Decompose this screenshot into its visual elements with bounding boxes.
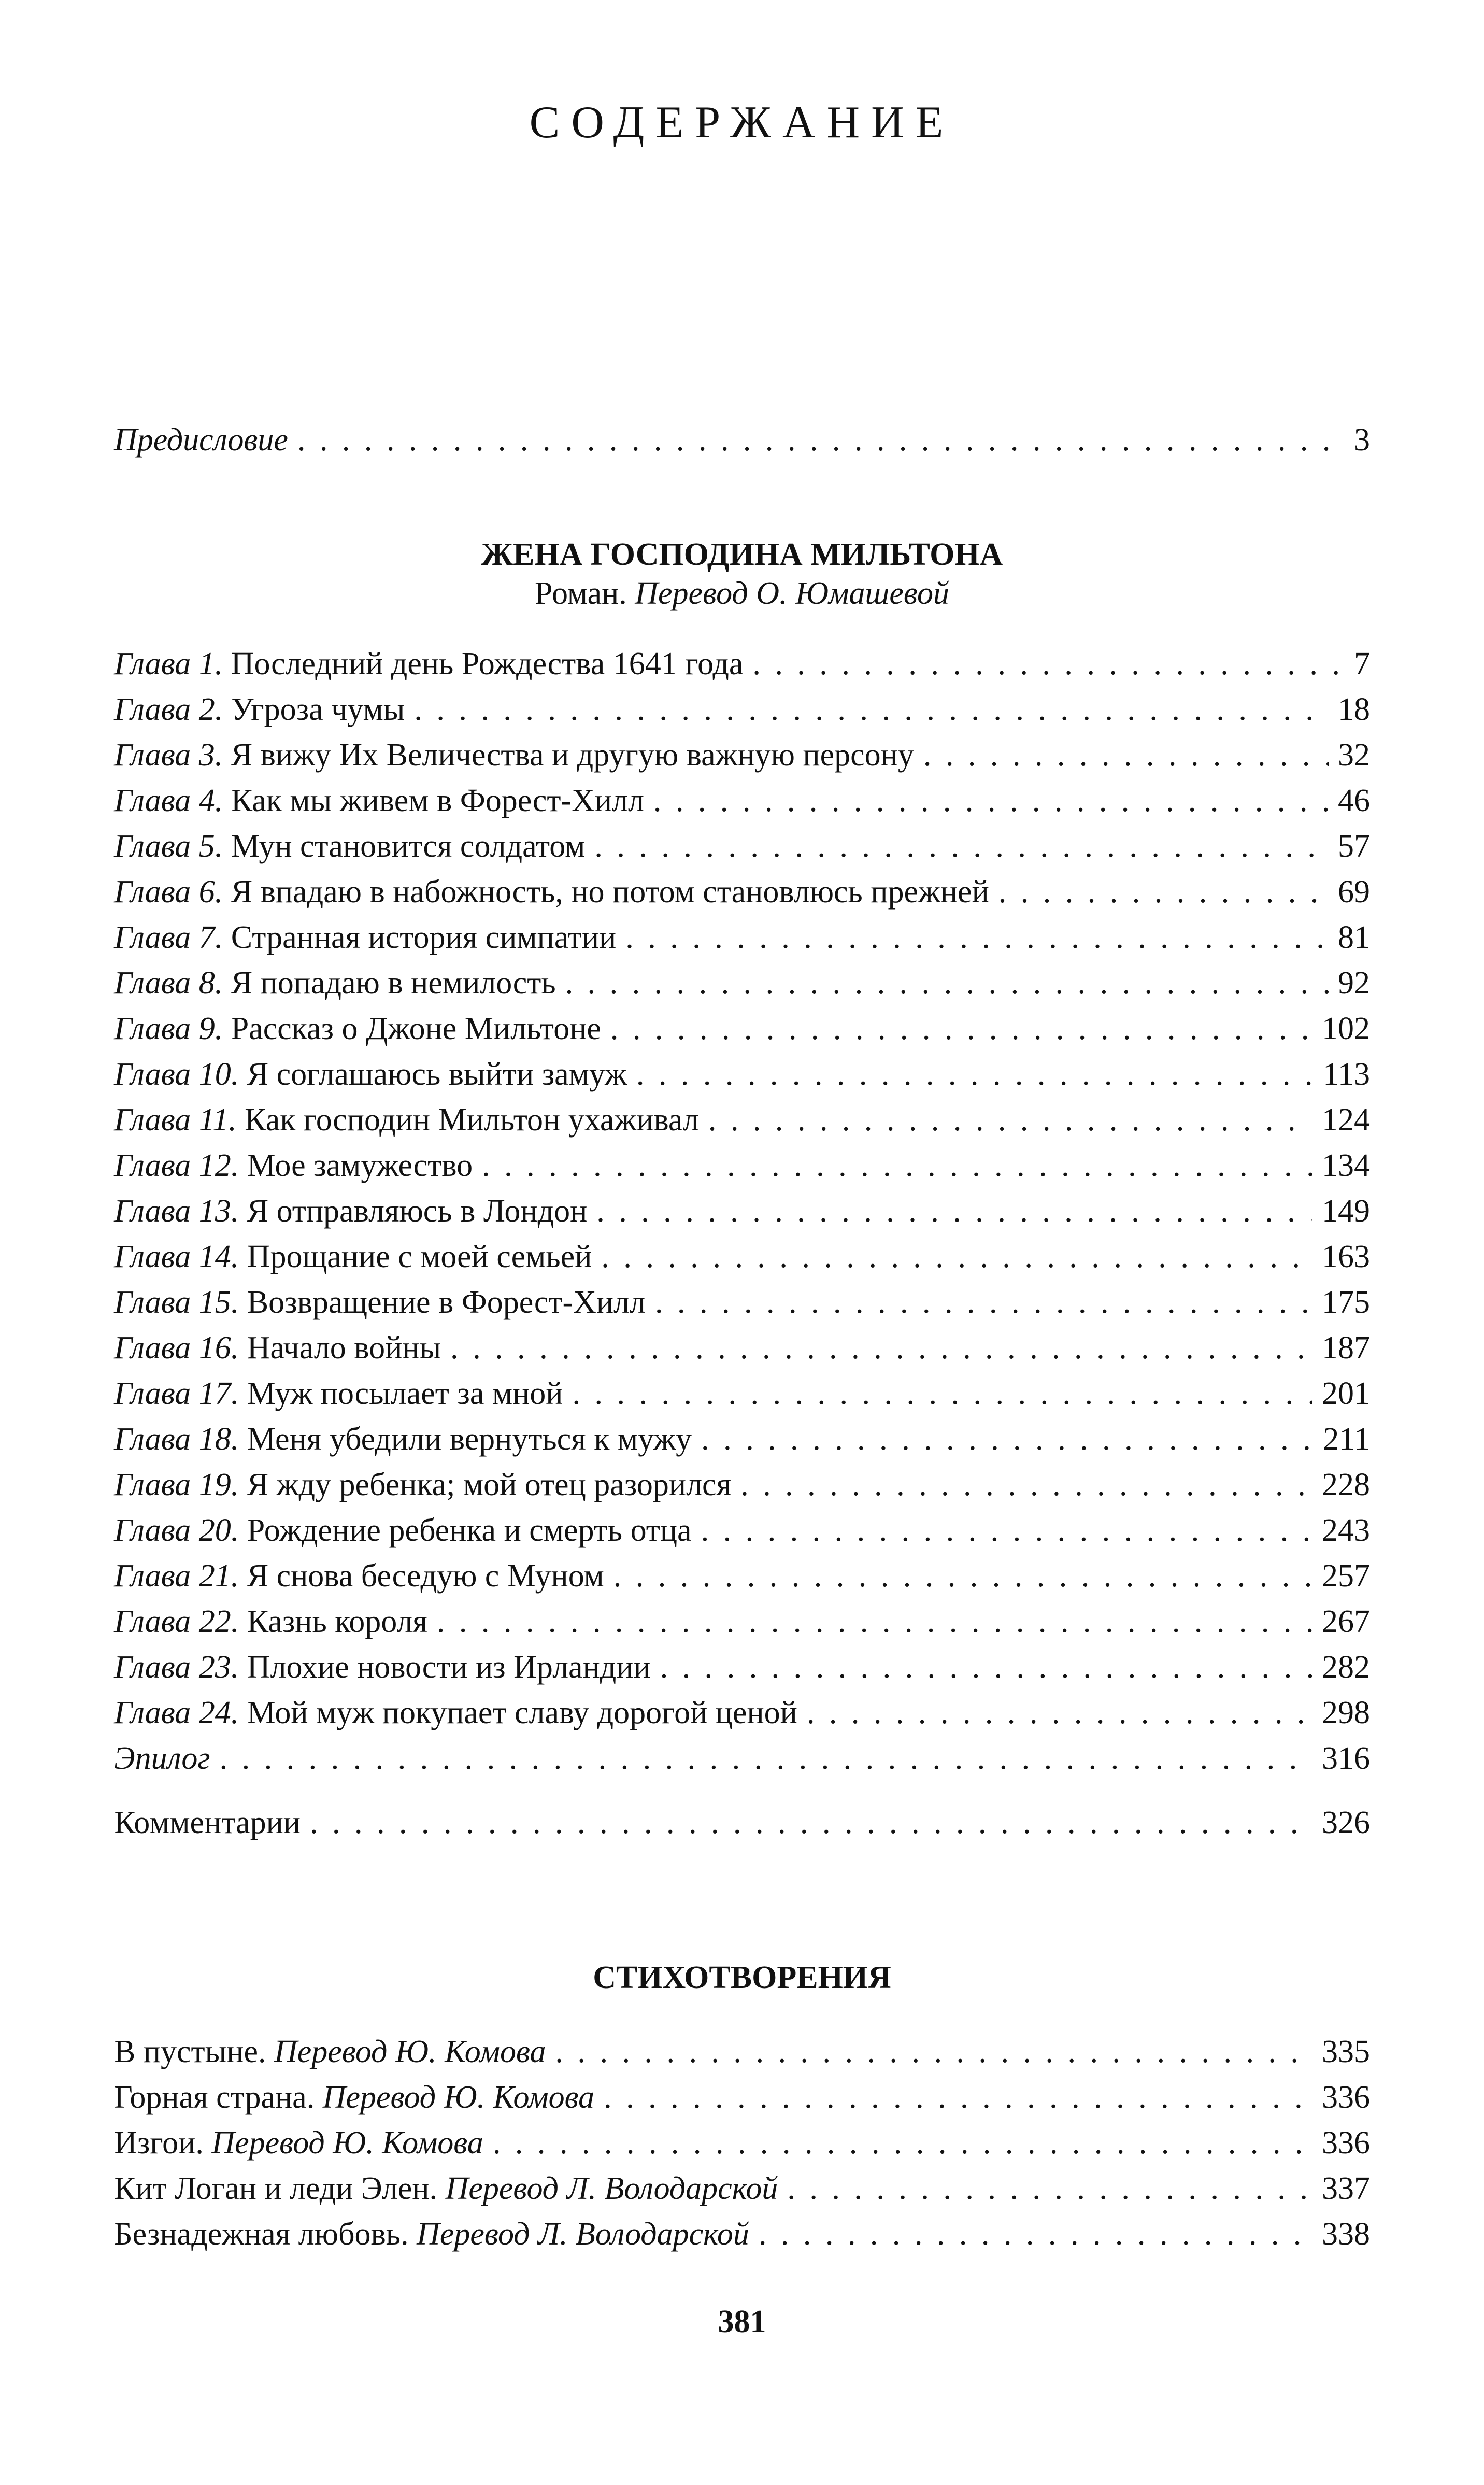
chapter-label <box>114 1006 601 1052</box>
chapter-number: Глава 4. <box>114 783 223 818</box>
epilogue-page: 316 <box>1322 1741 1370 1776</box>
chapter-number: Глава 12. <box>114 1148 239 1183</box>
poem-page: 335 <box>1322 2034 1370 2069</box>
dot-leader <box>450 1325 1312 1371</box>
chapter-page: 243 <box>1322 1513 1370 1548</box>
chapter-page: 282 <box>1322 1650 1370 1685</box>
chapter-entry <box>114 915 1370 960</box>
dot-leader <box>604 2075 1312 2120</box>
chapter-page: 228 <box>1322 1467 1370 1502</box>
chapter-number: Глава 17. <box>114 1376 239 1411</box>
chapter-page: 102 <box>1322 1011 1370 1046</box>
poem-translator: Перевод Ю. Комова <box>322 2080 595 2115</box>
chapter-label <box>114 1325 441 1371</box>
chapter-entry <box>114 1143 1370 1188</box>
chapter-page: 163 <box>1322 1239 1370 1274</box>
poem-title: Изгои. <box>114 2125 204 2161</box>
chapter-number: Глава 10. <box>114 1057 239 1092</box>
entry-page: 3 <box>1354 422 1370 458</box>
poem-label <box>114 2166 778 2211</box>
toc-chapters <box>114 641 1370 1781</box>
chapter-title: Рассказ о Джоне Мильтоне <box>231 1011 601 1046</box>
chapter-entry <box>114 1690 1370 1736</box>
chapter-title: Я жду ребенка; мой отец разорился <box>247 1467 732 1502</box>
poem-title: В пустыне. <box>114 2034 266 2069</box>
chapter-label <box>114 1644 651 1690</box>
poem-page: 336 <box>1322 2125 1370 2161</box>
dot-leader <box>752 641 1345 687</box>
chapter-title: Угроза чумы <box>231 692 405 727</box>
chapter-title: Я попадаю в немилость <box>231 965 556 1001</box>
toc-poems <box>114 2029 1370 2257</box>
chapter-page: 257 <box>1322 1558 1370 1594</box>
chapter-number: Глава 18. <box>114 1422 239 1457</box>
chapter-page: 7 <box>1354 646 1370 681</box>
poem-label <box>114 2029 546 2075</box>
chapter-title: Как мы живем в Форест-Хилл <box>231 783 644 818</box>
dot-leader <box>807 1690 1312 1736</box>
chapter-title: Казнь короля <box>247 1604 427 1639</box>
chapter-entry <box>114 1234 1370 1280</box>
chapter-number: Глава 21. <box>114 1558 239 1594</box>
chapter-number: Глава 15. <box>114 1285 239 1320</box>
chapter-label <box>114 1371 563 1416</box>
epilogue-entry <box>114 1736 1370 1781</box>
chapter-page: 298 <box>1322 1695 1370 1730</box>
chapter-label <box>114 1690 797 1736</box>
chapter-page: 175 <box>1322 1285 1370 1320</box>
chapter-label <box>114 1599 427 1644</box>
chapter-label <box>114 1508 692 1553</box>
poem-title: Кит Логан и леди Элен. <box>114 2171 438 2206</box>
dot-leader <box>594 823 1329 869</box>
poem-label <box>114 2211 749 2257</box>
dot-leader <box>701 1508 1312 1553</box>
chapter-label <box>114 960 556 1006</box>
dot-leader <box>555 2029 1312 2075</box>
chapter-page: 32 <box>1338 737 1370 773</box>
chapter-number: Глава 16. <box>114 1330 239 1366</box>
chapter-label <box>114 1280 646 1325</box>
entry-label: Предисловие <box>114 422 288 458</box>
toc-entry <box>114 1800 1370 1845</box>
chapter-label <box>114 1462 731 1508</box>
poem-translator: Перевод Л. Володарской <box>417 2217 749 2252</box>
chapter-number: Глава 3. <box>114 737 223 773</box>
page-title: СОДЕРЖАНИЕ <box>529 97 955 148</box>
chapter-title: Мое замужество <box>247 1148 473 1183</box>
chapter-label <box>114 1188 587 1234</box>
page-number: 381 <box>718 2304 766 2339</box>
chapter-number: Глава 2. <box>114 692 223 727</box>
toc-preface <box>114 417 1370 463</box>
poem-label <box>114 2120 483 2166</box>
chapter-label <box>114 915 616 960</box>
chapter-title: Я впадаю в набожность, но потом становлюсь прежней <box>231 874 989 910</box>
chapter-number: Глава 20. <box>114 1513 239 1548</box>
novel-heading: ЖЕНА ГОСПОДИНА МИЛЬТОНА <box>481 537 1003 572</box>
chapter-title: Меня убедили вернуться к мужу <box>247 1422 692 1457</box>
poems-heading: СТИХОТВОРЕНИЯ <box>593 1960 891 1995</box>
dot-leader <box>660 1644 1312 1690</box>
chapter-page: 267 <box>1322 1604 1370 1639</box>
dot-leader <box>596 1188 1312 1234</box>
poem-entry <box>114 2029 1370 2075</box>
subtitle-genre: Роман. <box>535 576 627 611</box>
poem-label <box>114 2075 594 2120</box>
poem-entry <box>114 2075 1370 2120</box>
chapter-label <box>114 1143 473 1188</box>
chapter-title: Муж посылает за мной <box>247 1376 563 1411</box>
chapter-page: 81 <box>1338 920 1370 955</box>
chapter-page: 201 <box>1322 1376 1370 1411</box>
chapter-label <box>114 1234 592 1280</box>
chapter-number: Глава 11. <box>114 1102 237 1138</box>
toc-entry <box>114 417 1370 463</box>
dot-leader <box>923 732 1329 778</box>
poem-translator: Перевод Ю. Комова <box>274 2034 546 2069</box>
chapter-label <box>114 778 644 823</box>
chapter-label <box>114 732 914 778</box>
chapter-entry <box>114 778 1370 823</box>
chapter-label <box>114 1052 627 1097</box>
poem-entry <box>114 2166 1370 2211</box>
dot-leader <box>653 778 1329 823</box>
dot-leader <box>610 1006 1312 1052</box>
poem-translator: Перевод Л. Володарской <box>445 2171 778 2206</box>
toc-commentary <box>114 1800 1370 1845</box>
poem-page: 338 <box>1322 2217 1370 2252</box>
chapter-entry <box>114 687 1370 732</box>
chapter-entry <box>114 1280 1370 1325</box>
dot-leader <box>655 1280 1312 1325</box>
chapter-page: 69 <box>1338 874 1370 910</box>
chapter-title: Плохие новости из Ирландии <box>247 1650 651 1685</box>
poem-title: Горная страна. <box>114 2080 315 2115</box>
chapter-label <box>114 1097 699 1143</box>
poem-page: 337 <box>1322 2171 1370 2206</box>
dot-leader <box>297 417 1345 463</box>
chapter-title: Я снова беседую с Муном <box>247 1558 604 1594</box>
poem-translator: Перевод Ю. Комова <box>211 2125 483 2161</box>
dot-leader <box>636 1052 1314 1097</box>
chapter-number: Глава 24. <box>114 1695 239 1730</box>
chapter-page: 92 <box>1338 965 1370 1001</box>
chapter-page: 149 <box>1322 1194 1370 1229</box>
chapter-entry <box>114 732 1370 778</box>
dot-leader <box>998 869 1329 915</box>
chapter-title: Последний день Рождества 1641 года <box>231 646 744 681</box>
chapter-title: Возвращение в Форест-Хилл <box>247 1285 646 1320</box>
chapter-entry <box>114 1644 1370 1690</box>
chapter-label <box>114 1553 604 1599</box>
chapter-number: Глава 1. <box>114 646 223 681</box>
chapter-entry <box>114 641 1370 687</box>
chapter-title: Рождение ребенка и смерть отца <box>247 1513 692 1548</box>
poem-title: Безнадежная любовь. <box>114 2217 409 2252</box>
chapter-number: Глава 5. <box>114 829 223 864</box>
chapter-number: Глава 19. <box>114 1467 239 1502</box>
chapter-title: Я отправляюсь в Лондон <box>247 1194 588 1229</box>
dot-leader <box>601 1234 1312 1280</box>
dot-leader <box>625 915 1329 960</box>
chapter-label <box>114 687 405 732</box>
chapter-page: 187 <box>1322 1330 1370 1366</box>
chapter-entry <box>114 1052 1370 1097</box>
dot-leader <box>565 960 1329 1006</box>
dot-leader <box>740 1462 1312 1508</box>
chapter-number: Глава 14. <box>114 1239 239 1274</box>
chapter-entry <box>114 1599 1370 1644</box>
chapter-entry <box>114 1188 1370 1234</box>
subtitle-translator: Перевод О. Юмашевой <box>635 576 949 611</box>
poem-entry <box>114 2211 1370 2257</box>
chapter-number: Глава 6. <box>114 874 223 910</box>
chapter-title: Прощание с моей семьей <box>247 1239 592 1274</box>
dot-leader <box>493 2120 1312 2166</box>
poem-entry <box>114 2120 1370 2166</box>
chapter-title: Я вижу Их Величества и другую важную персону <box>231 737 914 773</box>
dot-leader <box>220 1736 1312 1781</box>
chapter-entry <box>114 1006 1370 1052</box>
chapter-entry <box>114 1553 1370 1599</box>
chapter-entry <box>114 823 1370 869</box>
chapter-page: 46 <box>1338 783 1370 818</box>
chapter-entry <box>114 1462 1370 1508</box>
dot-leader <box>701 1416 1314 1462</box>
chapter-entry <box>114 1371 1370 1416</box>
chapter-title: Начало войны <box>247 1330 441 1366</box>
chapter-entry <box>114 960 1370 1006</box>
chapter-entry <box>114 1508 1370 1553</box>
chapter-page: 18 <box>1338 692 1370 727</box>
poem-page: 336 <box>1322 2080 1370 2115</box>
chapter-number: Глава 9. <box>114 1011 223 1046</box>
chapter-page: 124 <box>1322 1102 1370 1138</box>
chapter-page: 211 <box>1323 1422 1370 1457</box>
chapter-label <box>114 1416 692 1462</box>
dot-leader <box>482 1143 1312 1188</box>
epilogue-label: Эпилог <box>114 1741 210 1776</box>
chapter-label <box>114 641 743 687</box>
dot-leader <box>310 1800 1312 1845</box>
entry-label: Комментарии <box>114 1805 301 1840</box>
chapter-number: Глава 22. <box>114 1604 239 1639</box>
chapter-number: Глава 8. <box>114 965 223 1001</box>
chapter-entry <box>114 1416 1370 1462</box>
dot-leader <box>708 1097 1312 1143</box>
chapter-title: Мой муж покупает славу дорогой ценой <box>247 1695 797 1730</box>
dot-leader <box>572 1371 1312 1416</box>
chapter-label <box>114 869 989 915</box>
chapter-page: 113 <box>1323 1057 1370 1092</box>
chapter-title: Я соглашаюсь выйти замуж <box>247 1057 627 1092</box>
chapter-number: Глава 23. <box>114 1650 239 1685</box>
chapter-title: Странная история симпатии <box>231 920 617 955</box>
chapter-entry <box>114 869 1370 915</box>
chapter-number: Глава 7. <box>114 920 223 955</box>
chapter-page: 57 <box>1338 829 1370 864</box>
chapter-page: 134 <box>1322 1148 1370 1183</box>
novel-subtitle <box>0 573 1484 614</box>
chapter-title: Как господин Мильтон ухаживал <box>245 1102 699 1138</box>
chapter-label <box>114 823 585 869</box>
chapter-entry <box>114 1325 1370 1371</box>
dot-leader <box>613 1553 1312 1599</box>
dot-leader <box>787 2166 1312 2211</box>
dot-leader <box>414 687 1329 732</box>
chapter-entry <box>114 1097 1370 1143</box>
entry-page: 326 <box>1322 1805 1370 1840</box>
dot-leader <box>759 2211 1312 2257</box>
chapter-title: Мун становится солдатом <box>231 829 586 864</box>
chapter-number: Глава 13. <box>114 1194 239 1229</box>
dot-leader <box>437 1599 1312 1644</box>
